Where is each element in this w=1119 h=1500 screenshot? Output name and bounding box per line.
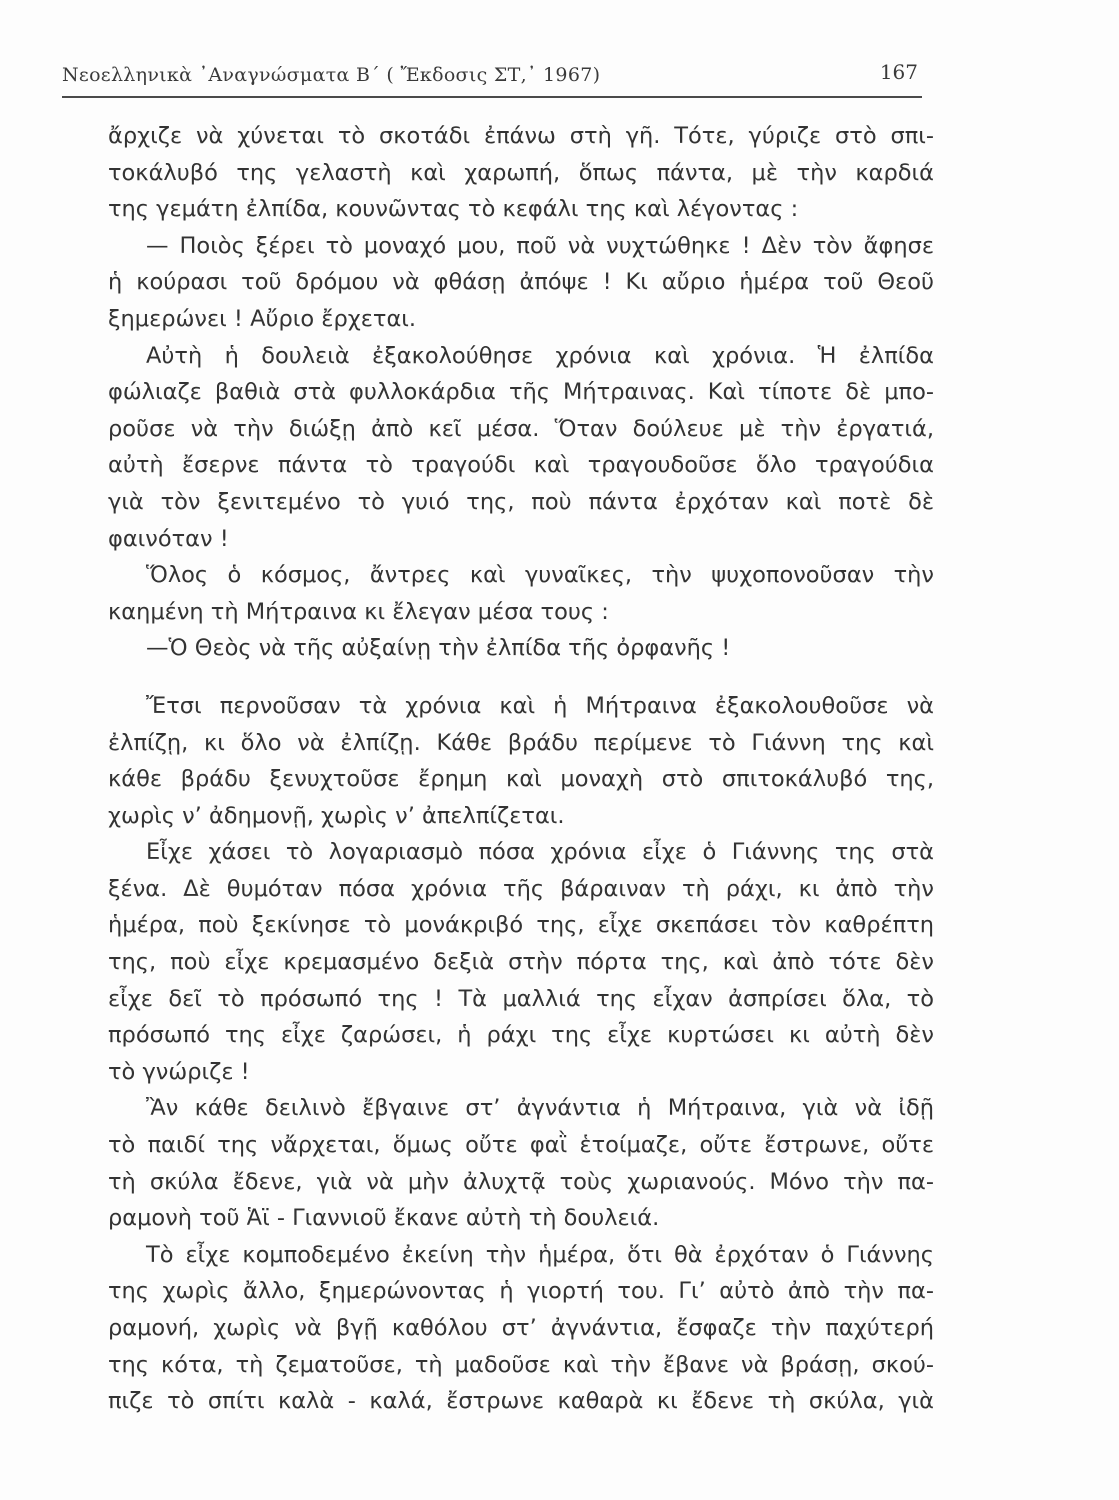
text-line: ραμονή, χωρὶς νὰ βγῇ καθόλου στ’ ἀγνάντια, ἔσφαζε τὴν παχύτερή [108,1315,934,1341]
text-line: ἄρχιζε νὰ χύνεται τὸ σκοτάδι ἐπάνω στὴ γῆ. Τότε, γύριζε στὸ σπι- [108,123,934,149]
text-line: — Ποιὸς ξέρει τὸ μοναχό μου, ποῦ νὰ νυχτώθηκε ! Δὲν τὸν ἄφησε [146,232,934,259]
text-line: φαινόταν ! [108,525,229,552]
text-line: πρόσωπό της εἶχε ζαρώσει, ἡ ράχι της εἶχε κυρτώσει κι αὐτὴ δὲν [108,1022,934,1049]
body-text [108,118,934,1420]
text-line: τοκάλυβό της γελαστὴ καὶ χαρωπή, ὅπως πάντα, μὲ τὴν καρδιά [108,159,934,186]
text-line: της γεμάτη ἐλπίδα, κουνῶντας τὸ κεφάλι της καὶ λέγοντας : [108,196,799,223]
section-gap [108,667,934,688]
text-line: πιζε τὸ σπίτι καλὰ - καλά, ἔστρωνε καθαρὰ κι ἔδενε τὴ σκύλα, γιὰ [108,1388,934,1415]
page-number: 167 [879,60,918,84]
text-line: αὐτὴ ἔσερνε πάντα τὸ τραγούδι καὶ τραγουδοῦσε ὅλο τραγούδια [108,452,934,479]
text-line: της κότα, τὴ ζεματοῦσε, τὴ μαδοῦσε καὶ τὴν ἔβανε νὰ βράσῃ, σκού- [108,1351,934,1378]
text-line: της χωρὶς ἄλλο, ξημερώνοντας ἡ γιορτή του. Γι’ αὐτὸ ἀπὸ τὴν πα- [108,1278,934,1305]
text-line: ἡμέρα, ποὺ ξεκίνησε τὸ μονάκριβό της, εἶχε σκεπάσει τὸν καθρέπτη [108,912,934,939]
header-title: Νεοελληνικὰ ᾿Αναγνώσματα Β´ ( Ἔκδοσις ΣΤ,᾿ 1967) [62,64,601,86]
text-line: τὸ παιδί της νἄρχεται, ὅμως οὔτε φαῒ ἑτοίμαζε, οὔτε ἔστρωνε, οὔτε [108,1132,934,1159]
text-line: ξένα. Δὲ θυμόταν πόσα χρόνια τῆς βάραιναν τὴ ράχι, κι ἀπὸ τὴν [108,875,934,902]
text-line: Αὐτὴ ἡ δουλειὰ ἐξακολούθησε χρόνια καὶ χρόνια. Ἡ ἐλπίδα [146,342,934,369]
text-line: γιὰ τὸν ξενιτεμένο τὸ γυιό της, ποὺ πάντα ἐρχόταν καὶ ποτὲ δὲ [108,488,934,515]
text-line: εἶχε δεῖ τὸ πρόσωπό της ! Τὰ μαλλιά της εἶχαν ἀσπρίσει ὅλα, τὸ [108,985,934,1012]
text-line: τὸ γνώριζε ! [108,1058,250,1085]
text-line: Ὅλος ὁ κόσμος, ἄντρες καὶ γυναῖκες, τὴν ψυχοπονοῦσαν τὴν [146,562,934,589]
text-line: κάθε βράδυ ξενυχτοῦσε ἔρημη καὶ μοναχὴ στὸ σπιτοκάλυβό της, [108,766,934,793]
text-line: Εἶχε χάσει τὸ λογαριασμὸ πόσα χρόνια εἶχε ὁ Γιάννης της στὰ [146,839,934,866]
text-line: ραμονὴ τοῦ Ἁϊ - Γιαννιοῦ ἔκανε αὐτὴ τὴ δουλειά. [108,1205,660,1232]
text-line: Ἂν κάθε δειλινὸ ἔβγαινε στ’ ἀγνάντια ἡ Μήτραινα, γιὰ νὰ ἰδῇ [146,1095,934,1122]
text-line: Ἔτσι περνοῦσαν τὰ χρόνια καὶ ἡ Μήτραινα ἐξακολουθοῦσε νὰ [146,692,934,719]
text-line: της, ποὺ εἶχε κρεμασμένο δεξιὰ στὴν πόρτα της, καὶ ἀπὸ τότε δὲν [108,949,934,976]
text-line: χωρὶς ν’ ἀδημονῇ, χωρὶς ν’ ἀπελπίζεται. [108,802,565,829]
running-header [62,60,922,94]
text-line: καημένη τὴ Μήτραινα κι ἔλεγαν μέσα τους : [108,598,609,625]
header-divider [62,96,922,98]
text-line: ἡ κούρασι τοῦ δρόμου νὰ φθάσῃ ἀπόψε ! Κι αὔριο ἡμέρα τοῦ Θεοῦ [108,269,934,296]
text-line: ροῦσε νὰ τὴν διώξῃ ἀπὸ κεῖ μέσα. Ὅταν δούλευε μὲ τὴν ἐργατιά, [108,415,934,442]
text-line: τὴ σκύλα ἔδενε, γιὰ νὰ μὴν ἀλυχτᾷ τοὺς χωριανούς. Μόνο τὴν πα- [108,1168,934,1195]
text-line: —Ὁ Θεὸς νὰ τῆς αὐξαίνῃ τὴν ἐλπίδα τῆς ὀρφανῆς ! [146,635,731,662]
text-line: ξημερώνει ! Αὔριο ἔρχεται. [108,305,417,332]
text-line: ἐλπίζῃ, κι ὅλο νὰ ἐλπίζῃ. Κάθε βράδυ περίμενε τὸ Γιάννη της καὶ [108,729,934,756]
text-line: Τὸ εἶχε κομποδεμένο ἐκείνη τὴν ἡμέρα, ὅτι θὰ ἐρχόταν ὁ Γιάννης [146,1241,934,1268]
text-line: φώλιαζε βαθιὰ στὰ φυλλοκάρδια τῆς Μήτραινας. Καὶ τίποτε δὲ μπο- [108,379,934,406]
